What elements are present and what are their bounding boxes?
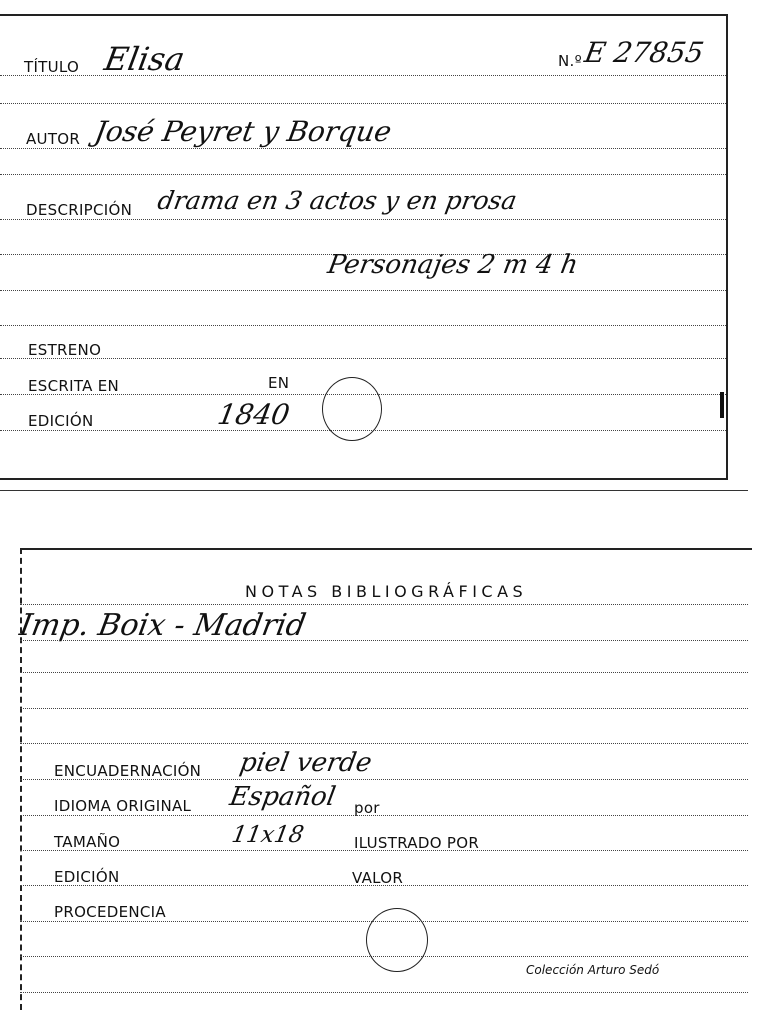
descripcion-value: drama en 3 actos y en prosa (155, 186, 520, 215)
estreno-label: ESTRENO (28, 341, 102, 359)
en-label: EN (268, 374, 290, 392)
collection-footer: Colección Arturo Sedó (526, 963, 660, 977)
rule (20, 672, 748, 673)
rule (20, 708, 748, 709)
card-edge-mark (720, 392, 724, 418)
ilustrado-label: ILUSTRADO POR (354, 834, 480, 852)
por-label: por (354, 799, 380, 817)
library-stamp-icon (366, 908, 428, 972)
rule (0, 219, 726, 220)
rule (20, 743, 748, 744)
valor-label: VALOR (352, 869, 404, 887)
edicion2-label: EDICIÓN (54, 868, 120, 886)
library-stamp-icon (322, 377, 382, 441)
rule (0, 148, 726, 149)
rule (20, 604, 748, 605)
numero-value: E 27855 (582, 36, 707, 69)
idioma-value: Español (227, 782, 338, 812)
titulo-value: Elisa (101, 40, 188, 78)
card-separator (0, 490, 748, 491)
encuadernacion-label: ENCUADERNACIÓN (54, 762, 202, 780)
notas-heading: NOTAS BIBLIOGRÁFICAS (245, 582, 528, 601)
autor-label: AUTOR (26, 130, 81, 148)
rule (20, 815, 748, 816)
descripcion-label: DESCRIPCIÓN (26, 201, 133, 219)
encuadernacion-value: piel verde (237, 748, 375, 778)
escrita-label: ESCRITA EN (28, 377, 120, 395)
numero-label: N.º (558, 52, 582, 70)
personajes-value: Personajes 2 m 4 h (325, 250, 581, 280)
edicion-value: 1840 (215, 398, 293, 431)
rule (0, 358, 726, 359)
rule (0, 103, 726, 104)
edicion-label: EDICIÓN (28, 412, 94, 430)
rule (20, 640, 748, 641)
procedencia-label: PROCEDENCIA (54, 903, 166, 921)
autor-value: José Peyret y Borque (92, 115, 394, 148)
rule (0, 325, 726, 326)
tamano-label: TAMAÑO (54, 833, 121, 851)
rule (20, 992, 748, 993)
idioma-label: IDIOMA ORIGINAL (54, 797, 192, 815)
titulo-label: TÍTULO (24, 58, 80, 76)
tamano-value: 11x18 (229, 822, 306, 848)
rule (0, 290, 726, 291)
notas-value: Imp. Boix - Madrid (16, 608, 309, 643)
rule (0, 174, 726, 175)
